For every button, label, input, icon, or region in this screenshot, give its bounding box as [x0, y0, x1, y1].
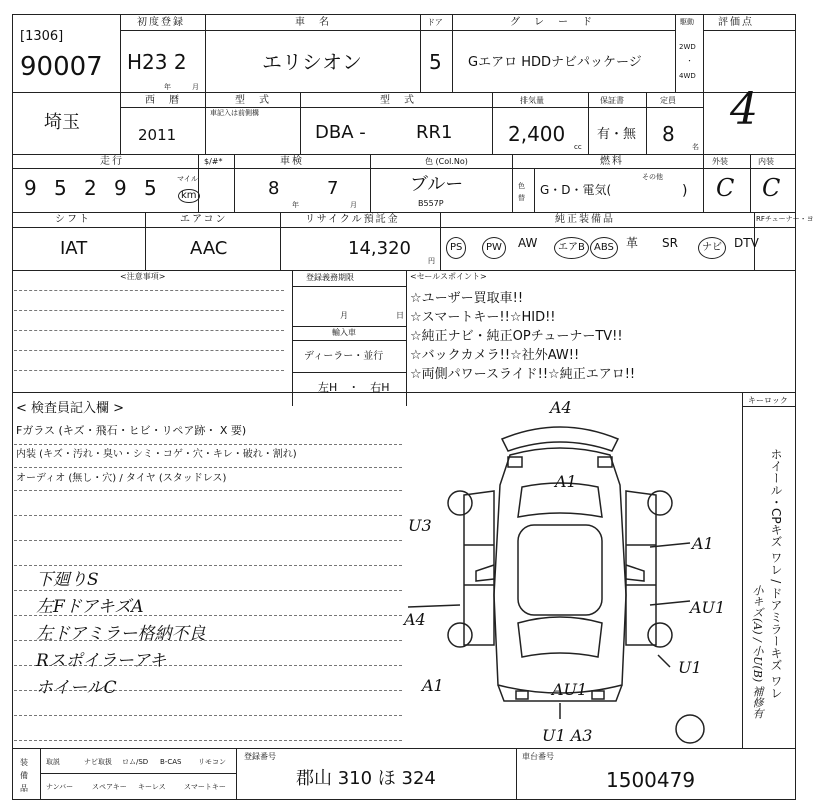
deadline-label: 登録義務期限	[306, 273, 354, 282]
model-prefix: DBA -	[315, 122, 366, 143]
interior-grade: C	[762, 174, 781, 202]
damage-mark: A1	[692, 534, 714, 553]
sales-point: ☆スマートキー!!☆HID!!	[410, 310, 556, 325]
car-name: エリシオン	[262, 50, 362, 74]
meter-label: $/#*	[204, 157, 223, 166]
mileage-label: 走行	[100, 156, 124, 167]
footer-item: 取説	[46, 758, 60, 766]
deadline-month-unit: 月	[340, 311, 348, 320]
ac-value: AAC	[190, 238, 228, 259]
doors-value: 5	[429, 50, 442, 74]
capacity-label: 定員	[660, 96, 676, 105]
footer-item: B-CAS	[160, 758, 182, 766]
color-code: B557P	[418, 199, 444, 208]
car-damage-diagram	[400, 395, 740, 747]
ac-label: エアコン	[180, 214, 228, 225]
sales-point: ☆両側パワースライド!!☆純正エアロ!!	[410, 367, 636, 382]
first-reg-label: 初度登録	[137, 17, 185, 28]
chassis-number: 1500479	[606, 768, 696, 792]
first-reg-month-unit: 月	[192, 83, 199, 91]
drive-dot: ・	[686, 57, 693, 65]
plate-label: 登録番号	[244, 752, 276, 761]
equipment-item: AW	[518, 236, 538, 250]
footer-item: ナビ取扱	[84, 758, 112, 766]
shift-value: IAT	[60, 238, 88, 259]
sales-point: ☆ユーザー買取車!!	[410, 291, 524, 306]
audio-tire-line: オーディオ (無し・穴) / タイヤ (スタッドレス)	[16, 473, 227, 484]
displacement-unit: cc	[574, 143, 582, 151]
first-reg-value: H23 2	[127, 50, 187, 74]
fuel-value: G・D・電気(	[540, 183, 612, 197]
equipment-item: DTV	[734, 236, 759, 250]
exterior-label: 外装	[712, 157, 728, 166]
caution-label: <注意事項>	[120, 272, 166, 281]
warranty: 有・無	[597, 127, 637, 142]
equipment-item: SR	[662, 236, 678, 250]
western-year-label: 西 暦	[145, 95, 181, 106]
first-reg-year-unit: 年	[164, 83, 171, 91]
diagram-marks	[402, 398, 725, 745]
footer-item: ナンバー	[46, 783, 74, 791]
model-label: 型 式	[380, 95, 416, 106]
grade-value: Gエアロ HDDナビパッケージ	[468, 55, 642, 70]
footer-item: スマートキー	[184, 783, 226, 791]
equipment-item: ABS	[590, 237, 618, 259]
steering-option: 左H ・ 右H	[318, 381, 390, 394]
equipment-item: PS	[446, 237, 466, 259]
deadline-day-unit: 日	[396, 311, 404, 320]
capacity-unit: 名	[692, 143, 699, 151]
interior-label: 内装	[758, 157, 774, 166]
equipment-item: 革	[626, 236, 639, 250]
recycle-fee: 14,320	[348, 238, 411, 259]
car-name-label: 車 名	[295, 17, 331, 28]
shift-label: シフト	[55, 214, 91, 225]
fuel-other: その他	[642, 173, 663, 181]
color-change-label: 色替	[518, 182, 525, 202]
recycle-label: リサイクル預託金	[305, 214, 400, 225]
handwritten-note: Rスポイラーアキ	[36, 651, 167, 671]
region: 埼玉	[44, 112, 80, 133]
handwritten-note: 左ドアミラー格納不良	[36, 624, 206, 644]
handwritten-note: 左FドアキズA	[36, 597, 144, 617]
model-code: RR1	[416, 122, 453, 143]
mileage-unit-mile: マイル	[177, 175, 198, 183]
mileage-digit: 5	[54, 176, 67, 200]
score-label: 評価点	[718, 17, 754, 28]
damage-mark: A4	[404, 610, 426, 629]
color-value: ブルー	[410, 174, 464, 195]
lot-number: 90007	[20, 52, 103, 82]
score-value: 4	[730, 84, 758, 135]
plate-number: 郡山 310 ほ 324	[296, 768, 436, 789]
fuel-label: 燃料	[600, 156, 624, 167]
recycle-unit: 円	[428, 257, 435, 265]
key-lock-label: キーロック	[748, 396, 788, 405]
chassis-label: 車台番号	[522, 752, 554, 761]
interior-condition-line: 内装 (キズ・汚れ・臭い・シミ・コゲ・穴・キレ・破れ・割れ)	[16, 449, 297, 460]
tuner-label: RFチューナー・ヨ	[756, 215, 814, 223]
doors-label: ドア	[427, 18, 443, 27]
lot-label: [1306]	[20, 29, 64, 44]
sales-point: ☆バックカメラ!!☆社外AW!!	[410, 348, 580, 363]
equipment-item: エアB	[554, 237, 589, 259]
damage-mark: U1	[678, 658, 702, 677]
equipment-item: PW	[482, 237, 506, 259]
inspection-year: 8	[268, 178, 280, 199]
items-label: 装備品	[20, 758, 28, 793]
damage-mark: AU1	[690, 598, 726, 617]
mileage-unit-km: km	[178, 189, 200, 203]
color-label: 色 (Col.No)	[425, 157, 468, 166]
inspection-label: 車検	[280, 156, 304, 167]
drive-4wd: 4WD	[679, 72, 696, 80]
equipment-item: ナビ	[698, 237, 726, 259]
handwritten-note: 下廻りS	[36, 570, 99, 590]
dealer-option: ディーラー・並行	[304, 351, 384, 362]
side-note-small: 小キズ(A) / 小U(B) 補修有	[751, 585, 764, 719]
inspection-month: 7	[327, 178, 339, 199]
displacement: 2,400	[508, 122, 566, 146]
footer-item: リモコン	[198, 758, 226, 766]
sales-label: <セールスポイント>	[410, 272, 487, 281]
footer-item: キーレス	[138, 783, 166, 791]
damage-mark: U1 A3	[542, 726, 593, 745]
displacement-label: 排気量	[520, 96, 544, 105]
mileage-digit: 9	[114, 176, 127, 200]
damage-mark: A1	[555, 472, 577, 491]
side-note: ホイール・CPキズ ワレ / ドアミラーキズ ワレ	[769, 448, 783, 699]
mileage-digit: 9	[24, 176, 37, 200]
sales-point: ☆純正ナビ・純正OPチューナーTV!!	[410, 329, 623, 344]
inspector-section-label: < 検査員記入欄 >	[16, 401, 125, 416]
car-type-note: 車記入は前側構	[210, 109, 259, 117]
mileage-digit: 2	[84, 176, 97, 200]
drive-2wd: 2WD	[679, 43, 696, 51]
damage-mark: A1	[422, 676, 444, 695]
glass-line: Fガラス (キズ・飛石・ヒビ・リペア跡・ X 要)	[16, 424, 247, 437]
damage-mark: AU1	[552, 680, 588, 699]
car-type-label: 型 式	[235, 95, 271, 106]
warranty-label: 保証書	[600, 96, 624, 105]
fuel-close: )	[682, 183, 688, 199]
footer-item: スペアキー	[92, 783, 127, 791]
capacity: 8	[662, 122, 675, 146]
handwritten-note: ホイールC	[36, 678, 117, 698]
inspection-year-unit: 年	[292, 201, 299, 209]
damage-mark: U3	[408, 516, 432, 535]
mileage-digit: 5	[144, 176, 157, 200]
equipment-label: 純正装備品	[555, 214, 615, 225]
drive-label: 駆動	[680, 18, 694, 26]
footer-item: ロム/SD	[122, 758, 149, 766]
exterior-grade: C	[716, 174, 735, 202]
western-year: 2011	[138, 126, 177, 144]
import-label: 輸入車	[332, 328, 356, 337]
grade-label: グ レ ー ド	[510, 17, 594, 28]
inspection-month-unit: 月	[350, 201, 357, 209]
damage-mark: A4	[550, 398, 572, 417]
